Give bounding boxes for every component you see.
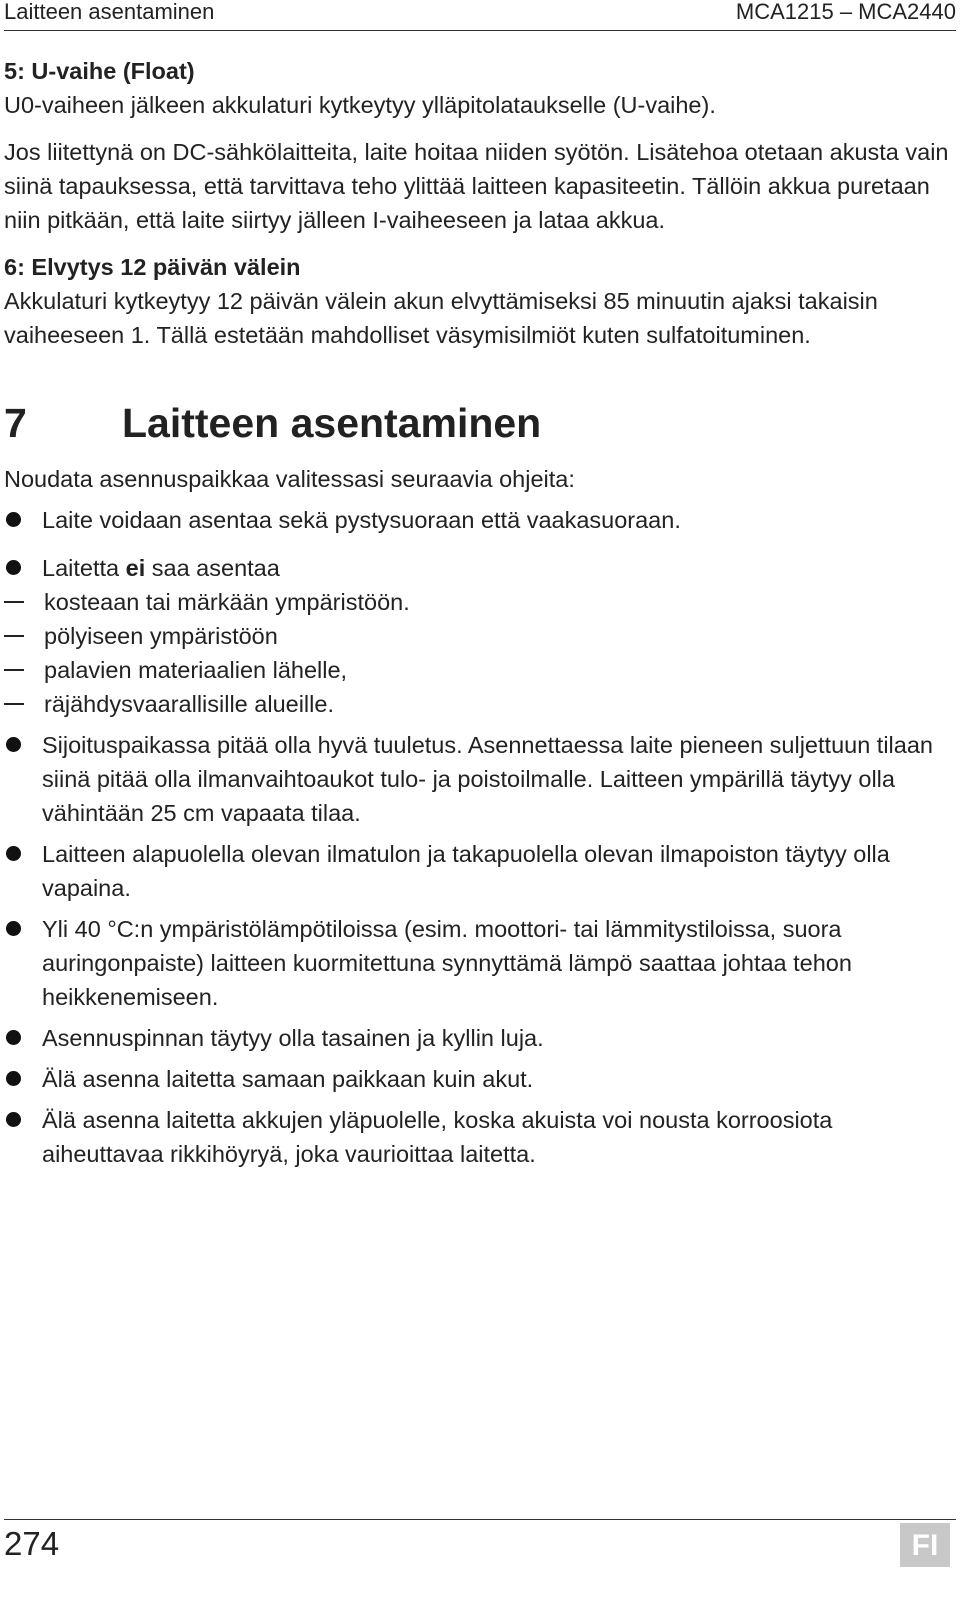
list-item <box>4 551 952 585</box>
list-item <box>4 728 952 830</box>
dash-item <box>4 619 952 653</box>
chapter-intro: Noudata asennuspaikkaa valitessasi seuraavia ohjeita: <box>4 466 575 492</box>
page-content <box>4 54 952 1171</box>
language-badge: FI <box>900 1523 950 1567</box>
dash-item <box>4 687 952 721</box>
section-6-paragraph: Akkulaturi kytkeytyy 12 päivän välein akun elvyttämiseksi 85 minuutin ajaksi takaisin vaiheeseen 1. Tällä estetään mahdolliset väsymisilmiöt kuten sulfatoituminen. <box>4 288 878 348</box>
list-item-text-post: saa asentaa <box>145 555 280 581</box>
header-model: MCA1215 – MCA2440 <box>735 0 956 24</box>
list-item-text-pre: Laitetta <box>42 555 126 581</box>
prohibited-locations-list <box>4 585 952 721</box>
list-item <box>4 912 952 1014</box>
dash-item-text: pölyiseen ympäristöön <box>44 623 278 649</box>
bullet-icon <box>6 512 21 527</box>
dash-item-text: räjähdysvaarallisille alueille. <box>44 691 334 717</box>
dash-item-text: kosteaan tai märkään ympäristöön. <box>44 589 410 615</box>
bullet-icon <box>6 737 21 752</box>
dash-item <box>4 585 952 619</box>
section-5-paragraph-1: U0-vaiheen jälkeen akkulaturi kytkeytyy ylläpitolataukselle (U-vaihe). <box>4 92 716 118</box>
bullet-icon <box>6 1071 21 1086</box>
dash-item-text: palavien materiaalien lähelle, <box>44 657 348 683</box>
list-item-text: Älä asenna laitetta akkujen yläpuolelle, koska akuista voi nousta korroosiota aiheuttavaa rikkihöyryä, joka vaurioittaa laitetta. <box>42 1107 833 1167</box>
footer-divider <box>4 1519 956 1520</box>
section-6-heading: 6: Elvytys 12 päivän välein <box>4 254 301 280</box>
list-item <box>4 503 952 537</box>
dash-icon <box>4 669 24 671</box>
page-number: 274 <box>4 1525 60 1562</box>
list-item <box>4 837 952 905</box>
bullet-icon <box>6 1030 21 1045</box>
chapter-number: 7 <box>4 400 27 446</box>
list-item <box>4 1103 952 1171</box>
chapter-heading <box>4 394 952 452</box>
section-5-paragraph-2: Jos liitettynä on DC-sähkölaitteita, laite hoitaa niiden syötön. Lisätehoa otetaan akusta vain siinä tapauksessa, että tarvittava teho ylittää laitteen kapasiteetin. Tällöin akkua puretaan niin pitkään, että laite siirtyy jälleen I-vaiheeseen ja lataa akkua. <box>4 139 949 233</box>
running-header <box>4 0 956 31</box>
bullet-icon <box>6 846 21 861</box>
chapter-title: Laitteen asentaminen <box>122 400 542 446</box>
list-item-text: Laitteen alapuolella olevan ilmatulon ja takapuolella olevan ilmapoiston täytyy olla vapaina. <box>42 841 890 901</box>
installation-guidelines-list <box>4 503 952 585</box>
list-item <box>4 1021 952 1055</box>
header-title: Laitteen asentaminen <box>4 0 215 24</box>
bullet-icon <box>6 1112 21 1127</box>
dash-icon <box>4 601 24 603</box>
dash-icon <box>4 635 24 637</box>
list-item-text: Asennuspinnan täytyy olla tasainen ja kyllin luja. <box>42 1025 544 1051</box>
list-item-text: Älä asenna laitetta samaan paikkaan kuin akut. <box>42 1066 534 1092</box>
section-5-heading: 5: U-vaihe (Float) <box>4 58 195 84</box>
dash-item <box>4 653 952 687</box>
list-item <box>4 1062 952 1096</box>
list-item-text-bold: ei <box>125 555 146 581</box>
installation-guidelines-list-continued <box>4 728 952 1171</box>
bullet-icon <box>6 921 21 936</box>
list-item-text: Sijoituspaikassa pitää olla hyvä tuuletus. Asennettaessa laite pieneen suljettuun tilaan siinä pitää olla ilmanvaihtoaukot tulo- ja poistoilmalle. Laitteen ympärillä täytyy olla vähintään 25 cm vapaata tilaa. <box>42 732 933 826</box>
list-item-text: Laite voidaan asentaa sekä pystysuoraan että vaakasuoraan. <box>42 507 681 533</box>
dash-icon <box>4 703 24 705</box>
bullet-icon <box>6 560 21 575</box>
list-item-text: Yli 40 °C:n ympäristölämpötiloissa (esim. moottori- tai lämmitystiloissa, suora auringonpaiste) laitteen kuormitettuna synnyttämä lämpö saattaa johtaa tehon heikkenemiseen. <box>42 916 852 1010</box>
